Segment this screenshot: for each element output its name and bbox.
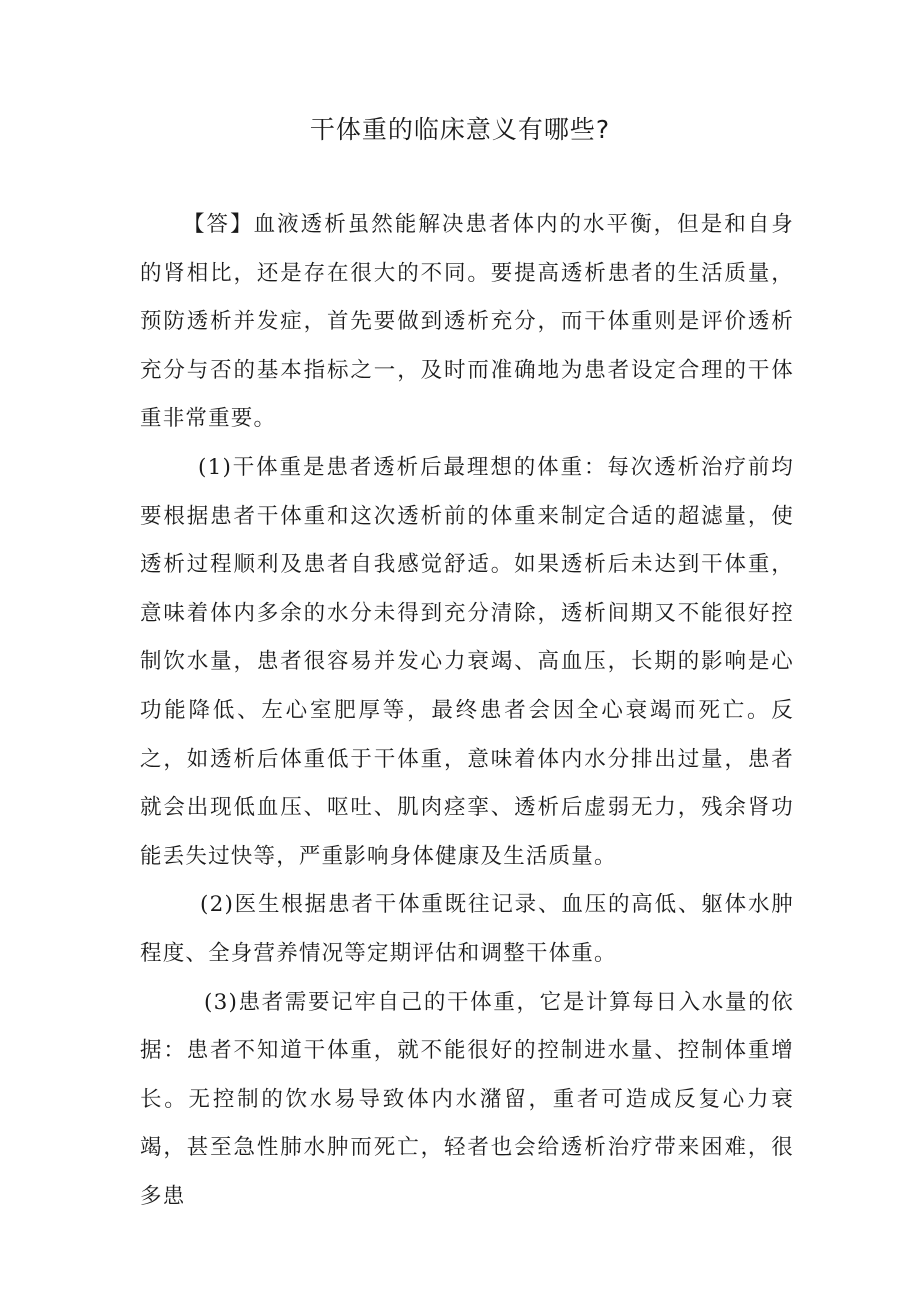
paragraph-point-1: (1)干体重是患者透析后最理想的体重：每次透析治疗前均要根据患者干体重和这次透析前的体重来制定合适的超滤量，使透析过程顺利及患者自我感觉舒适。如果透析后未达到干体重，意味着体内多余的水分未得到充分清除，透析间期又不能很好控制饮水量，患者很容易并发心力衰竭、高血压，长期的影响是心功能降低、左心室肥厚等，最终患者会因全心衰竭而死亡。反之，如透析后体重低于干体重，意味着体内水分排出过量，患者就会出现低血压、呕吐、肌肉痉挛、透析后虚弱无力，残余肾功能丢失过快等，严重影响身体健康及生活质量。	[140, 454, 794, 869]
paragraph-point-2: (2)医生根据患者干体重既往记录、血压的高低、躯体水肿程度、全身营养情况等定期评估和调整干体重。	[140, 892, 794, 966]
document-body	[140, 201, 794, 1221]
paragraph-point-3: (3)患者需要记牢自己的干体重，它是计算每日入水量的依据：患者不知道干体重，就不能很好的控制进水量、控制体重增长。无控制的饮水易导致体内水潴留，重者可造成反复心力衰竭，甚至急性肺水肿而死亡，轻者也会给透析治疗带来困难，很多患	[140, 989, 794, 1209]
paragraph-answer-intro: 【答】血液透析虽然能解决患者体内的水平衡，但是和自身的肾相比，还是存在很大的不同。要提高透析患者的生活质量，预防透析并发症，首先要做到透析充分，而干体重则是评价透析充分与否的基本指标之一，及时而准确地为患者设定合理的干体重非常重要。	[140, 212, 794, 432]
document-title: 干体重的临床意义有哪些?	[309, 115, 611, 144]
